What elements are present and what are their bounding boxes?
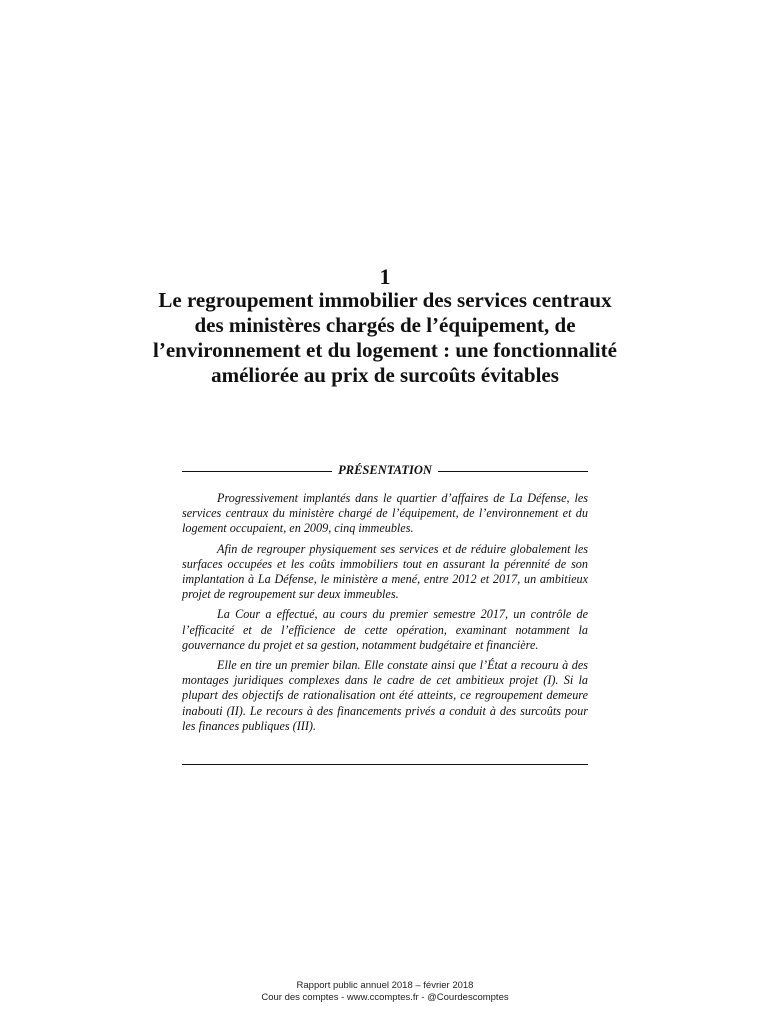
presentation-body — [182, 491, 588, 739]
chapter-number: 1 — [379, 264, 391, 289]
chapter-title: Le regroupement immobilier des services centraux des ministères chargés de l’équipement, de l’environnement et du logement : une fonctionnalité améliorée au prix de surcoûts évitables — [153, 288, 617, 387]
presentation-header — [182, 463, 588, 478]
footer-report-line: Rapport public annuel 2018 – février 2018 — [296, 980, 474, 991]
paragraph: Afin de regrouper physiquement ses services et de réduire globalement les surfaces occupées et les coûts immobiliers tout en assurant la pérennité de son implantation à La Défense, le ministère a mené, entre 2012 et 2017, un ambitieux projet de regroupement sur deux immeubles. — [182, 541, 588, 602]
header-rule-right — [438, 471, 588, 472]
paragraph: La Cour a effectué, au cours du premier semestre 2017, un contrôle de l’efficacité et de l’efficience de cette opération, examinant notamment la gouvernance du projet et sa gestion, notamment budgétaire et financière. — [182, 607, 588, 652]
presentation-label: PRÉSENTATION — [338, 463, 432, 477]
paragraph: Progressivement implantés dans le quartier d’affaires de La Défense, les services centraux du ministère chargé de l’équipement, de l’environnement et du logement occupaient, en 2009, cinq immeubles. — [182, 491, 588, 536]
page-footer — [150, 980, 620, 1004]
paragraph: Elle en tire un premier bilan. Elle constate ainsi que l’État a recouru à des montages juridiques complexes dans le cadre de cet ambitieux projet (I). Si la plupart des objectifs de rationalisation ont été atteints, ce regroupement demeure inabouti (II). Le recours à des financements privés a conduit à des surcoûts pour les finances publiques (III). — [182, 658, 588, 733]
header-rule-left — [182, 471, 332, 472]
section-divider — [182, 764, 588, 765]
footer-contact-line: Cour des comptes - www.ccomptes.fr - @Courdescomptes — [261, 992, 509, 1003]
